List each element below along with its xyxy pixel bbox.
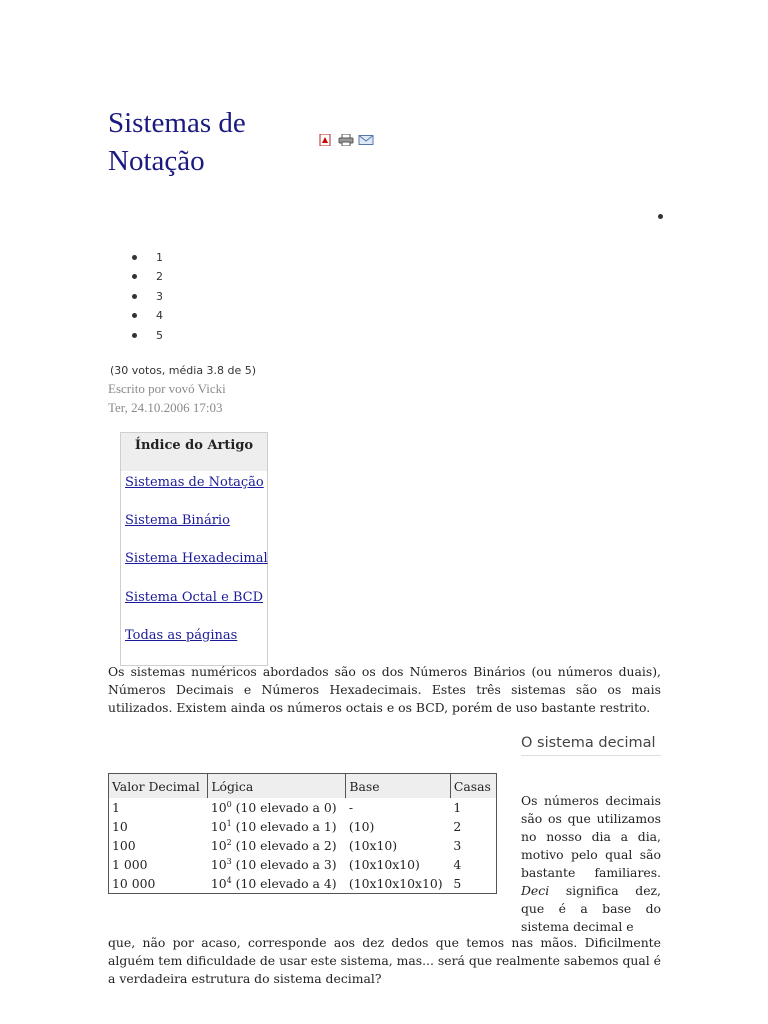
logica-exponent: 4: [226, 875, 232, 885]
logica-text: (10 elevado a 1): [231, 819, 337, 835]
col-casas: Casas: [450, 774, 496, 799]
continuation-paragraph: que, não por acaso, corresponde aos dez dedos que temos nas mãos. Dificilmente alguém tem dificuldade de usar este sistema, mas... será que realmente sabemos qual é a verdadeira estrutura do sistema decimal?: [108, 935, 661, 986]
intro-paragraph: Os sistemas numéricos abordados são os dos Números Binários (ou números duais), Números Decimais e Números Hexadecimais. Estes três sistemas são os mais utilizados. Existem ainda os números octais e os BCD, porém de uso bastante restrito.: [108, 664, 661, 715]
logica-exponent: 1: [226, 818, 232, 828]
table-row: [109, 798, 497, 817]
article-index: [120, 432, 268, 666]
cell-base: (10x10x10x10): [348, 876, 443, 891]
logica-exponent: 2: [226, 837, 232, 847]
rating-star[interactable]: 2: [132, 268, 163, 287]
side-text-end: significa dez, que é a base do sistema decimal e: [521, 883, 661, 934]
article-index-heading: Índice do Artigo: [121, 433, 267, 471]
email-icon[interactable]: [358, 131, 372, 143]
table-row: [109, 855, 497, 874]
table-row: [109, 874, 497, 894]
col-logica: Lógica: [208, 774, 346, 799]
author-line: Escrito por vovó Vicki: [108, 381, 226, 396]
toc-link-todas[interactable]: Todas as páginas: [125, 628, 238, 643]
section-heading: O sistema decimal: [521, 734, 661, 756]
logica-base: 10: [210, 800, 227, 816]
cell-casas: 1: [453, 800, 462, 815]
rating-star[interactable]: 3: [132, 288, 163, 307]
side-text-start: Os números decimais são os que utilizamos no nosso dia a dia, motivo pelo qual são bastante familiares.: [521, 793, 661, 880]
logica-base: 10: [210, 838, 227, 854]
logica-base: 10: [210, 876, 227, 892]
cell-casas: 3: [453, 838, 462, 853]
cell-casas: 5: [453, 876, 462, 891]
side-text-emphasis: Deci: [521, 883, 550, 898]
pdf-icon[interactable]: [318, 131, 332, 143]
rating-star[interactable]: 5: [132, 327, 163, 346]
cell-valor: 100: [112, 838, 136, 853]
cell-valor: 1: [112, 800, 120, 815]
bullet-dot: [658, 214, 663, 219]
decimal-table: [108, 773, 497, 894]
cell-logica: [208, 798, 346, 817]
logica-base: 10: [210, 819, 227, 835]
rating-list: [132, 249, 163, 346]
col-base: Base: [346, 774, 450, 799]
cell-logica: [208, 817, 346, 836]
col-valor-decimal: Valor Decimal: [109, 774, 208, 799]
logica-exponent: 3: [226, 856, 232, 866]
table-row: [109, 836, 497, 855]
toc-link-hexadecimal[interactable]: Sistema Hexadecimal: [125, 551, 268, 566]
rating-star[interactable]: 1: [132, 249, 163, 268]
cell-valor: 10: [112, 819, 128, 834]
side-paragraph: [521, 792, 661, 936]
logica-text: (10 elevado a 0): [231, 800, 337, 816]
print-icon[interactable]: [338, 131, 352, 143]
cell-logica: [208, 836, 346, 855]
toc-link-notacao[interactable]: Sistemas de Notação: [125, 475, 264, 490]
logica-base: 10: [210, 857, 227, 873]
toc-link-binario[interactable]: Sistema Binário: [125, 513, 230, 528]
toc-link-octal-bcd[interactable]: Sistema Octal e BCD: [125, 590, 264, 605]
logica-exponent: 0: [226, 799, 232, 809]
cell-logica: [208, 855, 346, 874]
article-tools: [318, 131, 372, 143]
rating-star[interactable]: 4: [132, 307, 163, 326]
date-line: Ter, 24.10.2006 17:03: [108, 400, 223, 415]
table-row: [109, 817, 497, 836]
votes-summary: (30 votos, média 3.8 de 5): [110, 364, 257, 377]
cell-casas: 4: [453, 857, 462, 872]
logica-text: (10 elevado a 4): [231, 876, 337, 892]
cell-logica: [208, 874, 346, 894]
cell-valor: 10 000: [112, 876, 156, 891]
cell-casas: 2: [453, 819, 462, 834]
cell-base: (10): [348, 819, 375, 834]
cell-base: -: [348, 800, 354, 815]
page-title: Sistemas de Notação: [108, 107, 246, 177]
cell-valor: 1 000: [112, 857, 148, 872]
cell-base: (10x10x10): [348, 857, 420, 872]
logica-text: (10 elevado a 3): [231, 857, 337, 873]
logica-text: (10 elevado a 2): [231, 838, 337, 854]
cell-base: (10x10): [348, 838, 398, 853]
